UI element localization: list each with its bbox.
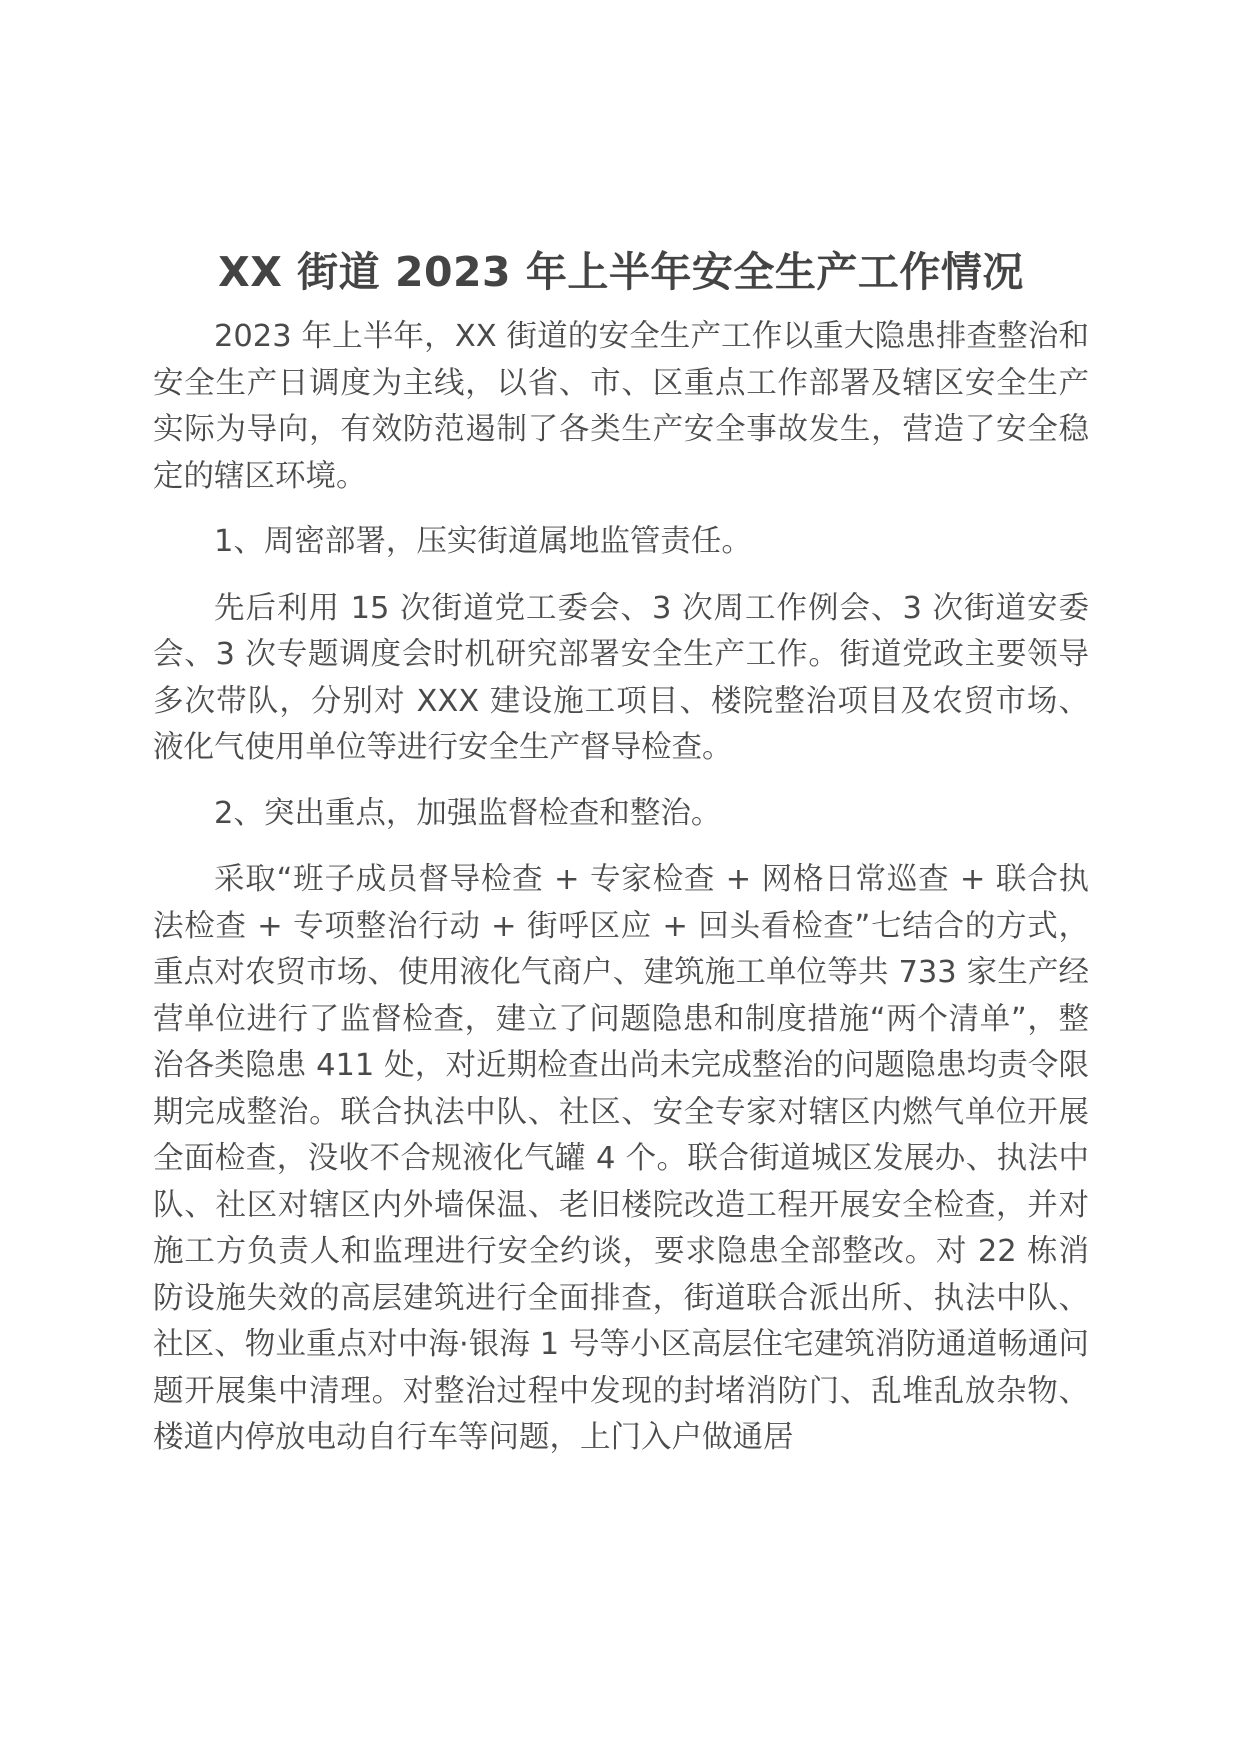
document-title: XX 街道 2023 年上半年安全生产工作情况 bbox=[218, 248, 1024, 296]
intro-paragraph: 2023 年上半年，XX 街道的安全生产工作以重大隐患排查整治和安全生产日调度为主线，以省、市、区重点工作部署及辖区安全生产实际为导向，有效防范遏制了各类生产安全事故发生，营造了安全稳定的辖区环境。 bbox=[153, 319, 1089, 494]
section-heading-2: 2、突出重点，加强监督检查和整治。 bbox=[214, 795, 722, 831]
document-page bbox=[153, 240, 1089, 1481]
section-heading-1: 1、周密部署，压实街道属地监管责任。 bbox=[214, 524, 752, 559]
section-2-paragraph: 采取“班子成员督导检查 + 专家检查 + 网格日常巡查 + 联合执法检查 + 专项整治行动 + 街呼区应 + 回头看检查”七结合的方式，重点对农贸市场、使用液化气商户、建筑施工单位等共 733 家生产经营单位进行了监督检查，建立了问题隐患和制度措施“两个清单”，整治各类隐患 411 处，对近期检查出尚未完成整治的问题隐患均责令限期完成整治。联合执法中队、社区、安全专家对辖区内燃气单位开展全面检查，没收不合规液化气罐 4 个。联合街道城区发展办、执法中队、社区对辖区内外墙保温、老旧楼院改造工程开展安全检查，并对施工方负责人和监理进行安全约谈，要求隐患全部整改。对 22 栋消防设施失效的高层建筑进行全面排查，街道联合派出所、执法中队、社区、物业重点对中海·银海 1 号等小区高层住宅建筑消防通道畅通问题开展集中清理。对整治过程中发现的封堵消防门、乱堆乱放杂物、楼道内停放电动自行车等问题，上门入户做通居 bbox=[153, 862, 1089, 1455]
section-1-paragraph: 先后利用 15 次街道党工委会、3 次周工作例会、3 次街道安委会、3 次专题调度会时机研究部署安全生产工作。街道党政主要领导多次带队，分别对 XXX 建设施工项目、楼院整治项目及农贸市场、液化气使用单位等进行安全生产督导检查。 bbox=[153, 590, 1089, 765]
